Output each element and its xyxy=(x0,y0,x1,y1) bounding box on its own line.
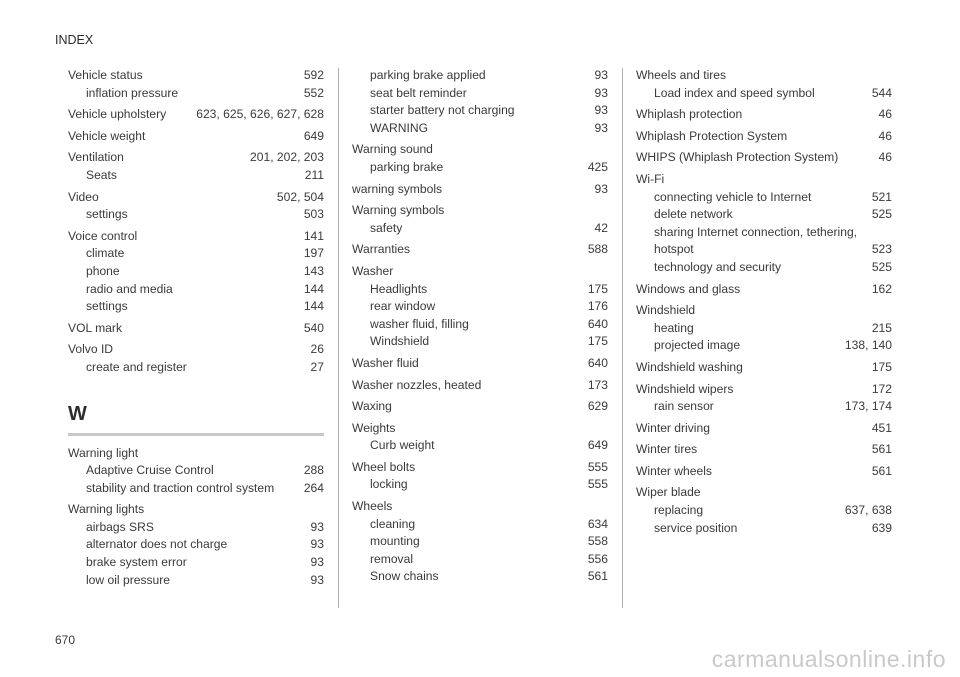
page-reference xyxy=(602,420,608,438)
index-subentry xyxy=(86,572,324,590)
index-subentry xyxy=(86,298,324,316)
page-reference: 634 xyxy=(587,516,608,531)
entry-label: Washer xyxy=(352,263,394,278)
page-reference xyxy=(886,224,892,242)
index-entry-heading xyxy=(68,149,324,167)
index-subentry xyxy=(654,337,892,355)
index-entry xyxy=(636,281,892,299)
index-entry-heading xyxy=(68,228,324,246)
entry-label: Winter wheels xyxy=(636,463,712,478)
subentry-label: parking brake xyxy=(370,159,444,174)
page-reference: 561 xyxy=(871,463,892,478)
page-reference: 42 xyxy=(594,220,608,235)
column-divider xyxy=(622,68,623,608)
entry-label: Video xyxy=(68,189,99,204)
subentry-label: replacing xyxy=(654,503,704,518)
page-reference xyxy=(602,263,608,281)
index-entry-heading xyxy=(636,420,892,438)
entry-label: Vehicle weight xyxy=(68,128,146,143)
index-subentry xyxy=(654,224,892,242)
page-reference xyxy=(886,484,892,502)
entry-label: Windshield xyxy=(636,303,696,318)
index-entry-heading xyxy=(636,359,892,377)
subentry-list xyxy=(68,359,324,377)
page-reference: 93 xyxy=(310,519,324,534)
page-reference: 27 xyxy=(310,359,324,374)
entry-label: Warning sound xyxy=(352,142,433,157)
page-reference: 451 xyxy=(871,420,892,435)
index-subentry xyxy=(370,85,608,103)
index-subentry xyxy=(370,120,608,138)
entry-label: Windshield washing xyxy=(636,359,743,374)
index-subentry xyxy=(654,259,892,277)
index-entry-heading xyxy=(352,355,608,373)
index-entry-heading xyxy=(352,263,608,281)
index-entry xyxy=(636,171,892,277)
index-entry xyxy=(68,445,324,498)
subentry-label: radio and media xyxy=(86,281,173,296)
page-reference: 26 xyxy=(310,342,324,357)
index-entry xyxy=(352,263,608,351)
entry-label: warning symbols xyxy=(352,181,443,196)
index-entry-heading xyxy=(68,501,324,519)
page-reference: 175 xyxy=(587,281,608,296)
page-reference: 523 xyxy=(871,242,892,257)
index-entry-heading xyxy=(636,128,892,146)
index-subentry xyxy=(654,398,892,416)
index-subentry xyxy=(654,85,892,103)
subentry-list xyxy=(352,159,608,177)
index-entry xyxy=(352,355,608,373)
index-entry-heading xyxy=(636,281,892,299)
index-subentry xyxy=(86,462,324,480)
subentry-label: Curb weight xyxy=(370,438,435,453)
page-reference: 215 xyxy=(871,320,892,335)
entry-label: Weights xyxy=(352,420,396,435)
page-reference: 637, 638 xyxy=(844,503,892,518)
subentry-label: rain sensor xyxy=(654,399,714,414)
subentry-label: settings xyxy=(86,299,128,314)
subentry-list xyxy=(636,85,892,103)
index-subentry xyxy=(370,533,608,551)
entry-label: Wiper blade xyxy=(636,485,701,500)
index-subentry xyxy=(370,568,608,586)
page-reference: 175 xyxy=(871,359,892,374)
index-entry xyxy=(352,181,608,199)
entry-label: VOL mark xyxy=(68,320,122,335)
subentry-label: hotspot xyxy=(654,242,694,257)
subentry-label: brake system error xyxy=(86,555,187,570)
index-column-2 xyxy=(352,67,608,590)
subentry-list xyxy=(636,398,892,416)
index-entry-heading xyxy=(636,484,892,502)
page-reference: 162 xyxy=(871,281,892,296)
index-entry xyxy=(68,320,324,338)
index-subentry xyxy=(654,189,892,207)
index-subentry xyxy=(654,206,892,224)
index-entry-heading xyxy=(68,341,324,359)
page-reference xyxy=(886,67,892,85)
subentry-list xyxy=(636,320,892,355)
index-subentry xyxy=(86,167,324,185)
subentry-list xyxy=(352,437,608,455)
subentry-label: safety xyxy=(370,220,403,235)
index-entry-heading xyxy=(352,498,608,516)
section-divider xyxy=(68,433,324,436)
entry-label: Windshield wipers xyxy=(636,381,734,396)
subentry-list xyxy=(636,189,892,277)
subentry-label: connecting vehicle to Internet xyxy=(654,189,812,204)
subentry-label: Adaptive Cruise Control xyxy=(86,463,214,478)
entry-label: Ventilation xyxy=(68,150,124,165)
subentry-label: service position xyxy=(654,520,738,535)
page-reference: 552 xyxy=(303,85,324,100)
index-entry xyxy=(68,501,324,589)
section-letter: W xyxy=(68,402,87,425)
subentry-label: Seats xyxy=(86,167,117,182)
index-subentry xyxy=(654,320,892,338)
index-subentry xyxy=(370,159,608,177)
index-entry xyxy=(636,128,892,146)
page-reference: 93 xyxy=(594,85,608,100)
entry-label: WHIPS (Whiplash Protection System) xyxy=(636,150,839,165)
subentry-list xyxy=(352,281,608,351)
subentry-label: locking xyxy=(370,477,408,492)
index-subentry xyxy=(86,536,324,554)
subentry-list xyxy=(352,476,608,494)
index-entry xyxy=(636,381,892,416)
page-reference: 629 xyxy=(587,399,608,414)
entry-label: Volvo ID xyxy=(68,342,114,357)
page-reference xyxy=(602,498,608,516)
page-reference: 544 xyxy=(871,85,892,100)
subentry-list xyxy=(68,206,324,224)
entry-label: Winter driving xyxy=(636,420,710,435)
entry-label: Whiplash protection xyxy=(636,107,743,122)
page-reference: 144 xyxy=(303,299,324,314)
page-reference: 93 xyxy=(310,537,324,552)
subentry-label: Windshield xyxy=(370,334,430,349)
page-reference: 93 xyxy=(310,572,324,587)
index-entry-heading xyxy=(352,141,608,159)
index-entry xyxy=(352,141,608,176)
page-reference: 93 xyxy=(310,555,324,570)
subentry-list xyxy=(352,516,608,586)
page-reference: 173, 174 xyxy=(844,399,892,414)
page-reference: 425 xyxy=(587,159,608,174)
subentry-label: WARNING xyxy=(370,120,429,135)
page-reference: 211 xyxy=(304,167,324,182)
page-reference: 623, 625, 626, 627, 628 xyxy=(196,107,324,122)
index-subentry xyxy=(86,480,324,498)
subentry-label: seat belt reminder xyxy=(370,85,467,100)
index-entry xyxy=(352,202,608,237)
page-reference xyxy=(886,171,892,189)
index-entry xyxy=(636,67,892,102)
entry-label: Winter tires xyxy=(636,442,698,457)
page-reference: 640 xyxy=(587,355,608,370)
page-reference: 639 xyxy=(871,520,892,535)
index-entry-heading xyxy=(636,149,892,167)
subentry-label: create and register xyxy=(86,359,187,374)
page-reference: 555 xyxy=(587,459,608,474)
subentry-label: cleaning xyxy=(370,516,416,531)
index-column-1 xyxy=(68,67,324,593)
page-reference: 141 xyxy=(303,228,324,243)
subentry-label: stability and traction control system xyxy=(86,480,275,495)
index-subentry xyxy=(370,333,608,351)
page-reference: 201, 202, 203 xyxy=(250,150,324,165)
index-entry xyxy=(68,106,324,124)
entry-label: Vehicle upholstery xyxy=(68,107,167,122)
index-entry xyxy=(352,377,608,395)
index-subentry xyxy=(654,520,892,538)
page-reference: 138, 140 xyxy=(844,338,892,353)
subentry-label: washer fluid, filling xyxy=(370,316,469,331)
entry-label: Wheels xyxy=(352,499,393,514)
index-entry-heading xyxy=(636,302,892,320)
subentry-label: Snow chains xyxy=(370,569,439,584)
entry-label: Waxing xyxy=(352,399,392,414)
index-entry xyxy=(636,106,892,124)
subentry-label: phone xyxy=(86,263,120,278)
page-reference: 561 xyxy=(587,569,608,584)
index-entry xyxy=(636,359,892,377)
index-entry-heading xyxy=(68,128,324,146)
subentry-label: heating xyxy=(654,320,694,335)
subentry-label: starter battery not charging xyxy=(370,103,515,118)
index-entry-heading xyxy=(352,459,608,477)
page-reference: 46 xyxy=(878,150,892,165)
page-reference: 649 xyxy=(587,438,608,453)
index-subentry xyxy=(654,502,892,520)
subentry-label: alternator does not charge xyxy=(86,537,228,552)
index-entry xyxy=(352,459,608,494)
subentry-label: delete network xyxy=(654,207,733,222)
page-header-title: INDEX xyxy=(55,33,94,47)
page-reference: 172 xyxy=(871,381,892,396)
page-reference: 264 xyxy=(303,480,324,495)
subentry-list xyxy=(352,67,608,137)
page-reference: 175 xyxy=(587,334,608,349)
index-subentry xyxy=(370,67,608,85)
index-entry-heading xyxy=(352,377,608,395)
subentry-label: low oil pressure xyxy=(86,572,171,587)
subentry-label: rear window xyxy=(370,299,436,314)
page-reference: 173 xyxy=(587,377,608,392)
index-entry-heading xyxy=(352,398,608,416)
index-entry-heading xyxy=(352,181,608,199)
index-entry-heading xyxy=(68,320,324,338)
page-reference: 525 xyxy=(871,207,892,222)
entry-label: Warning light xyxy=(68,445,139,460)
page-reference: 46 xyxy=(878,128,892,143)
subentry-label: climate xyxy=(86,246,125,261)
entry-label: Vehicle status xyxy=(68,68,143,82)
index-entry-heading xyxy=(636,106,892,124)
index-subentry xyxy=(370,298,608,316)
subentry-label: parking brake applied xyxy=(370,68,486,82)
index-entry xyxy=(352,67,608,137)
page-reference: 144 xyxy=(303,281,324,296)
entry-label: Wi-Fi xyxy=(636,171,665,186)
index-entry-heading xyxy=(68,445,324,463)
index-entry-heading xyxy=(636,381,892,399)
index-entry-heading xyxy=(636,67,892,85)
page-reference: 540 xyxy=(303,320,324,335)
index-subentry xyxy=(86,85,324,103)
page-reference: 46 xyxy=(878,107,892,122)
index-subentry xyxy=(86,245,324,263)
subentry-label: technology and security xyxy=(654,259,782,274)
index-entry xyxy=(636,149,892,167)
page-reference: 649 xyxy=(303,128,324,143)
index-subentry xyxy=(370,476,608,494)
index-entry-heading xyxy=(636,171,892,189)
index-subentry xyxy=(370,316,608,334)
page-reference: 288 xyxy=(303,463,324,478)
index-entry xyxy=(68,341,324,376)
index-entry-heading xyxy=(636,463,892,481)
index-subentry xyxy=(86,281,324,299)
subentry-list xyxy=(636,502,892,537)
index-subentry xyxy=(86,554,324,572)
index-entry xyxy=(68,228,324,316)
index-subentry xyxy=(86,263,324,281)
subentry-label: settings xyxy=(86,207,128,222)
page-reference: 640 xyxy=(587,316,608,331)
index-subentry xyxy=(370,516,608,534)
index-entry xyxy=(68,128,324,146)
index-entry-heading xyxy=(68,189,324,207)
page-reference: 93 xyxy=(594,68,608,82)
page-reference: 555 xyxy=(587,477,608,492)
subentry-list xyxy=(68,167,324,185)
page-reference: 93 xyxy=(594,181,608,196)
entry-label: Washer fluid xyxy=(352,355,419,370)
page-reference xyxy=(602,202,608,220)
page-reference: 197 xyxy=(303,246,324,261)
page-reference: 558 xyxy=(587,534,608,549)
index-subentry xyxy=(370,102,608,120)
subentry-label: removal xyxy=(370,551,414,566)
subentry-list xyxy=(68,519,324,589)
index-entry-heading xyxy=(636,441,892,459)
index-subentry xyxy=(370,551,608,569)
index-entry xyxy=(636,463,892,481)
page-reference: 503 xyxy=(303,207,324,222)
index-subentry xyxy=(86,359,324,377)
page-reference: 561 xyxy=(871,442,892,457)
entry-label: Wheels and tires xyxy=(636,68,727,82)
index-entry xyxy=(68,189,324,224)
subentry-label: mounting xyxy=(370,534,420,549)
entry-label: Washer nozzles, heated xyxy=(352,377,482,392)
page-reference: 176 xyxy=(587,299,608,314)
subentry-list xyxy=(68,85,324,103)
index-subentry xyxy=(86,519,324,537)
index-entry-heading xyxy=(352,241,608,259)
page-reference xyxy=(318,501,324,519)
page-reference: 525 xyxy=(871,259,892,274)
index-entry-heading xyxy=(68,106,324,124)
index-entry-heading xyxy=(352,420,608,438)
column-divider xyxy=(338,68,339,608)
section-spacer xyxy=(68,381,324,401)
index-entry xyxy=(68,67,324,102)
index-entry xyxy=(352,398,608,416)
page-reference xyxy=(318,445,324,463)
entry-label: Warning lights xyxy=(68,502,145,517)
subentry-list xyxy=(68,462,324,497)
subentry-list xyxy=(352,220,608,238)
page-reference: 592 xyxy=(303,68,324,82)
page-number: 670 xyxy=(55,633,76,647)
index-entry xyxy=(352,241,608,259)
entry-label: Voice control xyxy=(68,228,138,243)
index-entry xyxy=(636,302,892,355)
subentry-label: Load index and speed symbol xyxy=(654,85,815,100)
index-subentry xyxy=(370,437,608,455)
index-entry-heading xyxy=(68,67,324,85)
index-entry xyxy=(352,498,608,586)
index-entry xyxy=(352,420,608,455)
index-entry xyxy=(68,149,324,184)
subentry-label: Headlights xyxy=(370,281,428,296)
index-entry xyxy=(636,420,892,438)
index-subentry xyxy=(370,281,608,299)
subentry-label: inflation pressure xyxy=(86,85,179,100)
index-subentry xyxy=(654,241,892,259)
index-entry xyxy=(636,484,892,537)
index-entry xyxy=(636,441,892,459)
page-reference: 556 xyxy=(587,551,608,566)
entry-label: Wheel bolts xyxy=(352,459,416,474)
index-entry-heading xyxy=(352,202,608,220)
subentry-label: sharing Internet connection, tethering, xyxy=(654,224,858,239)
entry-label: Warranties xyxy=(352,242,411,257)
page-reference: 521 xyxy=(871,189,892,204)
page-reference xyxy=(602,141,608,159)
page-reference: 502, 504 xyxy=(276,189,324,204)
subentry-list xyxy=(68,245,324,315)
page-reference xyxy=(886,302,892,320)
page-reference: 143 xyxy=(303,263,324,278)
entry-label: Warning symbols xyxy=(352,203,445,218)
page-reference: 588 xyxy=(587,242,608,257)
page-reference: 93 xyxy=(594,103,608,118)
page-reference: 93 xyxy=(594,120,608,135)
index-subentry xyxy=(86,206,324,224)
subentry-label: projected image xyxy=(654,338,741,353)
entry-label: Whiplash Protection System xyxy=(636,128,788,143)
watermark-text: carmanualsonline.info xyxy=(711,646,946,672)
index-subentry xyxy=(370,220,608,238)
index-column-3 xyxy=(636,67,892,541)
subentry-label: airbags SRS xyxy=(86,519,154,534)
entry-label: Windows and glass xyxy=(636,281,741,296)
